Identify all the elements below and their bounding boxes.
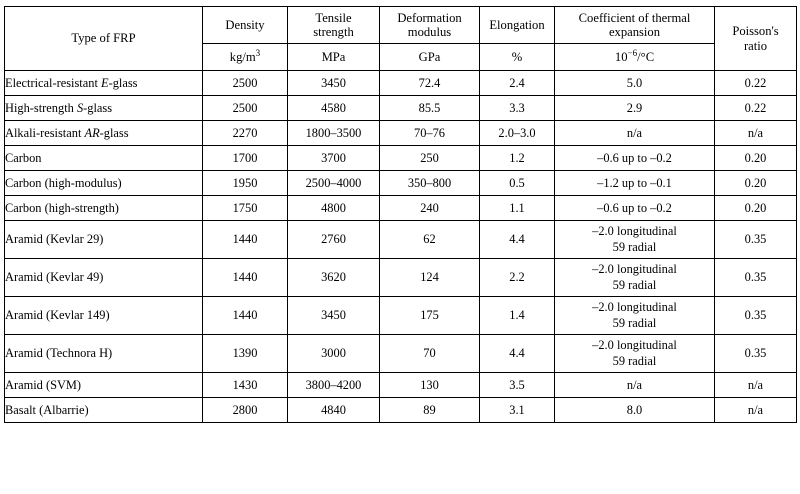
table-row xyxy=(5,146,797,171)
cell-material-name: Aramid (Kevlar 149) xyxy=(5,297,203,335)
header-poisson-ratio-line2: ratio xyxy=(743,38,768,53)
cell-elongation: 0.5 xyxy=(480,171,555,196)
table-row xyxy=(5,121,797,146)
header-type-of-frp xyxy=(5,7,203,71)
table-row xyxy=(5,96,797,121)
cell-tensile: 2500–4000 xyxy=(288,171,380,196)
cell-density: 2800 xyxy=(203,398,288,423)
table-row xyxy=(5,373,797,398)
cell-elongation: 1.2 xyxy=(480,146,555,171)
cell-elongation: 1.4 xyxy=(480,297,555,335)
cell-material-name: Aramid (Kevlar 29) xyxy=(5,221,203,259)
cell-material-name: Carbon (high-modulus) xyxy=(5,171,203,196)
header-tensile-strength xyxy=(288,7,380,44)
table-header xyxy=(5,7,797,71)
cell-poisson: n/a xyxy=(715,398,797,423)
cell-tensile: 1800–3500 xyxy=(288,121,380,146)
cell-density: 1950 xyxy=(203,171,288,196)
cell-density: 1750 xyxy=(203,196,288,221)
cell-material-name: Basalt (Albarrie) xyxy=(5,398,203,423)
cell-elongation: 2.0–3.0 xyxy=(480,121,555,146)
header-deformation-modulus xyxy=(380,7,480,44)
cell-tensile: 3450 xyxy=(288,297,380,335)
cell-density: 1440 xyxy=(203,259,288,297)
header-elongation xyxy=(480,7,555,44)
cell-material-name: High-strength S-glass xyxy=(5,96,203,121)
cell-cte: 2.9 xyxy=(555,96,715,121)
header-tensile-strength-line1: Tensile xyxy=(315,10,352,25)
cell-elongation: 2.4 xyxy=(480,71,555,96)
cell-density: 2270 xyxy=(203,121,288,146)
table-row xyxy=(5,71,797,96)
header-tensile-strength-unit-label: MPa xyxy=(321,49,346,64)
header-cte-unit: $10^{-6}/^\circ C$ xyxy=(555,44,715,71)
cell-tensile: 3450 xyxy=(288,71,380,96)
cell-density: 1700 xyxy=(203,146,288,171)
header-cte-line1: Coefficient of thermal xyxy=(578,10,691,25)
header-deformation-modulus-line1: Deformation xyxy=(397,10,462,25)
cell-cte: n/a xyxy=(555,121,715,146)
cell-tensile: 2760 xyxy=(288,221,380,259)
cell-cte: –0.6 up to –0.2 xyxy=(555,196,715,221)
cell-cte: –1.2 up to –0.1 xyxy=(555,171,715,196)
cell-material-name: Aramid (Technora H) xyxy=(5,335,203,373)
cell-density: 2500 xyxy=(203,96,288,121)
header-elongation-unit-label: % xyxy=(511,49,523,64)
cell-poisson: 0.20 xyxy=(715,146,797,171)
cell-poisson: 0.22 xyxy=(715,71,797,96)
cell-elongation: 1.1 xyxy=(480,196,555,221)
cell-tensile: 4580 xyxy=(288,96,380,121)
cell-poisson: n/a xyxy=(715,121,797,146)
cell-tensile: 3620 xyxy=(288,259,380,297)
cell-modulus: 70 xyxy=(380,335,480,373)
cell-material-name: Aramid (SVM) xyxy=(5,373,203,398)
header-density-unit: $kg/m^3$ xyxy=(203,44,288,71)
cell-poisson: 0.35 xyxy=(715,221,797,259)
cell-modulus: 124 xyxy=(380,259,480,297)
cell-modulus: 89 xyxy=(380,398,480,423)
table-row xyxy=(5,398,797,423)
header-row-titles xyxy=(5,7,797,44)
cell-tensile: 3800–4200 xyxy=(288,373,380,398)
cell-modulus: 72.4 xyxy=(380,71,480,96)
cell-material-name: Aramid (Kevlar 49) xyxy=(5,259,203,297)
cell-density: 1440 xyxy=(203,297,288,335)
cell-modulus: 250 xyxy=(380,146,480,171)
cell-density: 1430 xyxy=(203,373,288,398)
header-cte xyxy=(555,7,715,44)
header-poisson-ratio xyxy=(715,7,797,71)
cell-tensile: 4800 xyxy=(288,196,380,221)
cell-tensile: 3700 xyxy=(288,146,380,171)
header-tensile-strength-line2: strength xyxy=(313,25,354,39)
cell-elongation: 4.4 xyxy=(480,335,555,373)
table-row xyxy=(5,297,797,335)
cell-cte: –2.0 longitudinal 59 radial xyxy=(555,335,715,373)
cell-elongation: 4.4 xyxy=(480,221,555,259)
cell-poisson: n/a xyxy=(715,373,797,398)
cell-elongation: 3.3 xyxy=(480,96,555,121)
header-cte-line2: expansion xyxy=(608,25,661,39)
header-type-of-frp-label: Type of FRP xyxy=(71,31,136,46)
table-row xyxy=(5,221,797,259)
cell-cte: –2.0 longitudinal 59 radial xyxy=(555,259,715,297)
cell-material-name: Electrical-resistant E-glass xyxy=(5,71,203,96)
cell-poisson: 0.20 xyxy=(715,171,797,196)
cell-cte: n/a xyxy=(555,373,715,398)
table-row xyxy=(5,335,797,373)
cell-density: 2500 xyxy=(203,71,288,96)
table-body xyxy=(5,71,797,423)
cell-material-name: Carbon xyxy=(5,146,203,171)
cell-elongation: 3.1 xyxy=(480,398,555,423)
header-elongation-unit xyxy=(480,44,555,71)
cell-elongation: 3.5 xyxy=(480,373,555,398)
cell-tensile: 4840 xyxy=(288,398,380,423)
frp-properties-table xyxy=(4,6,797,423)
cell-poisson: 0.35 xyxy=(715,259,797,297)
cell-cte: –0.6 up to –0.2 xyxy=(555,146,715,171)
header-tensile-strength-unit xyxy=(288,44,380,71)
cell-cte: 5.0 xyxy=(555,71,715,96)
header-density-label: Density xyxy=(225,17,265,32)
cell-tensile: 3000 xyxy=(288,335,380,373)
cell-poisson: 0.20 xyxy=(715,196,797,221)
cell-elongation: 2.2 xyxy=(480,259,555,297)
cell-modulus: 350–800 xyxy=(380,171,480,196)
cell-modulus: 130 xyxy=(380,373,480,398)
cell-poisson: 0.35 xyxy=(715,335,797,373)
header-deformation-modulus-unit-label: GPa xyxy=(418,49,441,64)
cell-poisson: 0.22 xyxy=(715,96,797,121)
header-deformation-modulus-line2: modulus xyxy=(407,25,452,39)
cell-cte: –2.0 longitudinal 59 radial xyxy=(555,297,715,335)
header-density xyxy=(203,7,288,44)
cell-material-name: Carbon (high-strength) xyxy=(5,196,203,221)
table-row xyxy=(5,171,797,196)
cell-poisson: 0.35 xyxy=(715,297,797,335)
cell-material-name: Alkali-resistant AR-glass xyxy=(5,121,203,146)
table-row xyxy=(5,196,797,221)
header-deformation-modulus-unit xyxy=(380,44,480,71)
cell-cte: –2.0 longitudinal 59 radial xyxy=(555,221,715,259)
cell-modulus: 85.5 xyxy=(380,96,480,121)
cell-modulus: 62 xyxy=(380,221,480,259)
cell-modulus: 240 xyxy=(380,196,480,221)
cell-density: 1390 xyxy=(203,335,288,373)
cell-density: 1440 xyxy=(203,221,288,259)
table-row xyxy=(5,259,797,297)
header-poisson-ratio-line1: Poisson's xyxy=(732,24,779,39)
cell-cte: 8.0 xyxy=(555,398,715,423)
header-elongation-label: Elongation xyxy=(489,17,545,32)
cell-modulus: 70–76 xyxy=(380,121,480,146)
cell-modulus: 175 xyxy=(380,297,480,335)
